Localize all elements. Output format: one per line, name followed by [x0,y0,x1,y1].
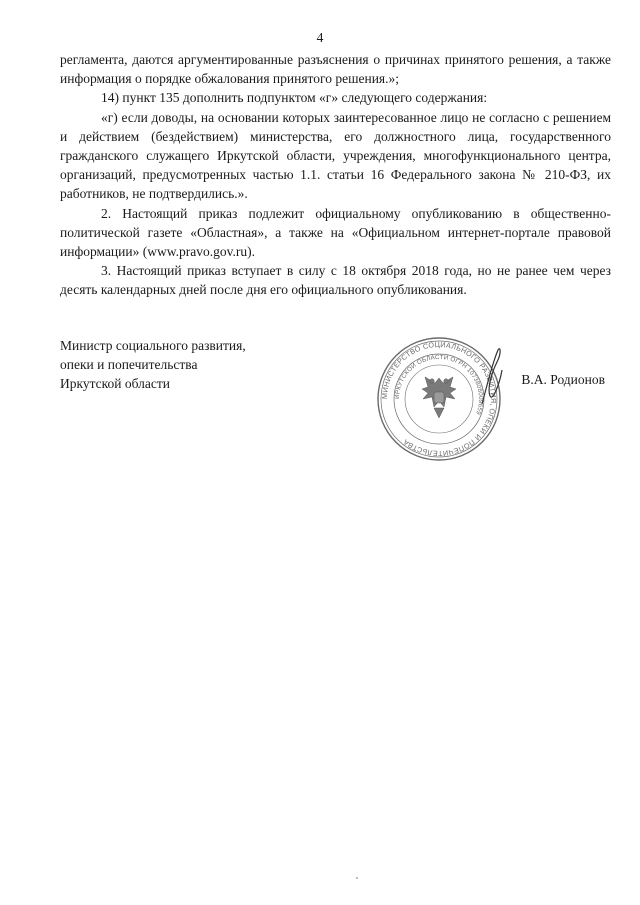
paragraph-subitem-g: «г) если доводы, на основании которых заинтересованное лицо не согласно с решением и действием (бездействием) министерства, его должностного лица, государственного гражданского служащего Иркутской области, учреждения, многофункционального центра, организаций, предусмотренных частью 1.1. статьи 16 Федерального закона № 210-ФЗ, их работников, не подтвердились.». [60,109,611,202]
scan-mark [356,877,358,879]
document-body [60,50,611,300]
paragraph-point-2: 2. Настоящий приказ подлежит официальному опубликованию в общественно-политической газете «Областная», а также на «Официальном интернет-портале правовой информации» (www.pravo.gov.ru). [60,205,611,260]
coat-of-arms-icon [422,377,456,418]
page-number: 4 [316,30,324,45]
stamp-inner-text: ИРКУТСКОЙ ОБЛАСТИ ОГРН 1073808009659 [393,353,485,416]
paragraph-item-14: 14) пункт 135 дополнить подпунктом «г» следующего содержания: [101,90,488,106]
signature-block [60,336,611,476]
paragraph-point-3: 3. Настоящий приказ вступает в силу с 18 октября 2018 года, но не ранее чем через десять календарных дней после дня его официального опубликования. [60,263,611,298]
position-line: Иркутской области [60,376,171,391]
handwritten-signature-icon [478,342,504,412]
signatory-position [60,336,246,393]
stamp-outer-text: МИНИСТЕРСТВО СОЦИАЛЬНОГО РАЗВИТИЯ, ОПЕКИ И ПОПЕЧИТЕЛЬСТВА [379,339,499,459]
signatory-name: В.А. Родионов [521,372,605,387]
position-line: опеки и попечительства [60,357,198,372]
paragraph-continuation: регламента, даются аргументированные разъяснения о причинах принятого решения, а также информация о порядке обжалования принятого решения.»; [60,52,611,87]
position-line: Министр социального развития, [60,338,246,353]
